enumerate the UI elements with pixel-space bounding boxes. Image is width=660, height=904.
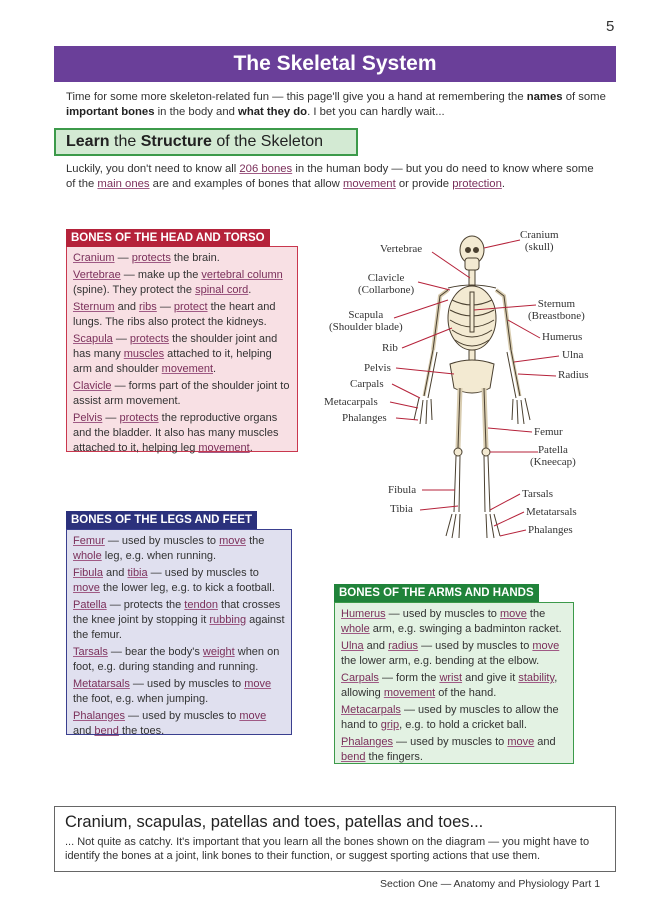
leader-radius xyxy=(518,374,556,376)
label-metatarsals: Metatarsals xyxy=(526,506,577,518)
left-humerus-shape xyxy=(433,290,448,350)
left-patella-shape xyxy=(454,448,462,456)
legs-bones-heading: BONES OF THE LEGS AND FEET xyxy=(66,511,257,529)
leader-phalanges-foot xyxy=(500,530,526,536)
leader-metacarpals xyxy=(390,402,418,408)
humerus-fact: Humerus — used by muscles to move the whole arm, e.g. swinging a badminton racket. xyxy=(341,608,562,635)
label-fibula: Fibula xyxy=(388,484,417,496)
clavicle-fact: Clavicle — forms part of the shoulder joint to assist arm movement. xyxy=(73,380,290,407)
scapula-fact: Scapula — protects the shoulder joint and has many muscles attached to it, helping arm and shoulder movement. xyxy=(73,333,278,375)
carpals-fact: Carpals — form the wrist and give it stability, allowing movement of the hand. xyxy=(341,672,558,699)
right-hand-shape xyxy=(512,398,530,424)
left-shin-shape xyxy=(454,456,460,512)
label-humerus: Humerus xyxy=(542,331,583,343)
summary-box xyxy=(54,806,616,872)
label-phalanges-hand: Phalanges xyxy=(342,412,387,424)
label-patella: Patella (Kneecap) xyxy=(530,444,576,468)
summary-text: ... Not quite as catchy. It's important that you learn all the bones shown on the diagram — you might have to identify the bones at a joint, link bones to their function, or suggest sporting actions that use them. xyxy=(65,836,590,862)
section-heading-learn: Learn the Structure of the Skeleton xyxy=(54,128,358,156)
sternum-shape xyxy=(470,292,474,332)
metacarpals-fact: Metacarpals — used by muscles to allow the hand to grip, e.g. to hold a cricket ball. xyxy=(341,704,559,731)
metatarsals-fact: Metatarsals — used by muscles to move the foot, e.g. when jumping. xyxy=(73,678,272,705)
ulna-radius-fact: Ulna and radius — used by muscles to move the lower arm, e.g. bending at the elbow. xyxy=(341,640,560,667)
lead-paragraph: Luckily, you don't need to know all 206 bones in the human body — but you do need to know where some of the main ones are and examples of bones that allow movement or provide protection. xyxy=(66,163,594,190)
phalanges-foot-fact: Phalanges — used by muscles to move and bend the toes. xyxy=(73,710,267,737)
leader-metatarsals xyxy=(494,512,524,526)
leader-cranium xyxy=(484,240,520,248)
patella-fact: Patella — protects the tendon that crosses the knee joint by stopping it rubbing against the femur. xyxy=(73,599,285,641)
cranium-fact: Cranium — protects the brain. xyxy=(73,252,220,264)
pelvis-fact: Pelvis — protects the reproductive organs and the bladder. It also has many muscles attached to it, helping leg movement. xyxy=(73,412,279,454)
vertebrae-fact: Vertebrae — make up the vertebral column (spine). They protect the spinal cord. xyxy=(73,269,283,296)
right-shin-shape xyxy=(484,456,490,512)
fibula-tibia-fact: Fibula and tibia — used by muscles to move the lower leg, e.g. to kick a football. xyxy=(73,567,275,594)
leader-tarsals xyxy=(490,494,520,510)
arms-bones-heading: BONES OF THE ARMS AND HANDS xyxy=(334,584,539,602)
label-vertebrae: Vertebrae xyxy=(380,243,423,255)
label-sternum: Sternum (Breastbone) xyxy=(528,298,585,322)
jaw-shape xyxy=(465,258,479,270)
label-tarsals: Tarsals xyxy=(522,488,553,500)
label-ulna: Ulna xyxy=(562,349,584,361)
page-title: The Skeletal System xyxy=(54,46,616,82)
right-patella-shape xyxy=(482,448,490,456)
leader-tibia xyxy=(420,506,458,510)
label-carpals: Carpals xyxy=(350,378,384,390)
pelvis-shape xyxy=(450,360,494,393)
label-femur: Femur xyxy=(534,426,563,438)
label-clavicle: Clavicle (Collarbone) xyxy=(358,272,415,296)
label-rib: Rib xyxy=(382,342,398,354)
leader-pelvis xyxy=(396,368,454,374)
leader-clavicle xyxy=(418,282,450,290)
label-pelvis: Pelvis xyxy=(364,362,391,374)
summary-title: Cranium, scapulas, patellas and toes, patellas and toes... xyxy=(65,813,484,831)
label-metacarpals: Metacarpals xyxy=(324,396,378,408)
section-footer-label: Section One — Anatomy and Physiology Part 1 xyxy=(380,878,601,890)
sternum-fact: Sternum and ribs — protect the heart and lungs. The ribs also protect the kidneys. xyxy=(73,301,276,328)
right-foot-shape xyxy=(486,514,500,538)
label-phalanges-foot: Phalanges xyxy=(528,524,573,536)
intro-paragraph: Time for some more skeleton-related fun — this page'll give you a hand at remembering the names of some important bones in the body and what they do. I bet you can hardly wait... xyxy=(66,91,606,118)
leader-carpals xyxy=(392,384,420,398)
label-radius: Radius xyxy=(558,369,589,381)
label-tibia: Tibia xyxy=(390,503,413,515)
leader-humerus xyxy=(508,320,540,338)
page-number: 5 xyxy=(606,18,615,35)
left-foot-shape xyxy=(446,514,460,538)
torso-bones-heading: BONES OF THE HEAD AND TORSO xyxy=(66,229,270,247)
tarsals-fact: Tarsals — bear the body's weight when on foot, e.g. during standing and running. xyxy=(73,646,280,673)
label-cranium: Cranium (skull) xyxy=(520,229,559,253)
phalanges-hand-fact: Phalanges — used by muscles to move and bend the fingers. xyxy=(341,736,556,763)
leader-femur xyxy=(488,428,532,432)
femur-fact: Femur — used by muscles to move the whole leg, e.g. when running. xyxy=(73,535,265,562)
label-scapula: Scapula (Shoulder blade) xyxy=(329,309,403,333)
leader-rib xyxy=(402,328,452,348)
leader-ulna xyxy=(514,356,559,362)
